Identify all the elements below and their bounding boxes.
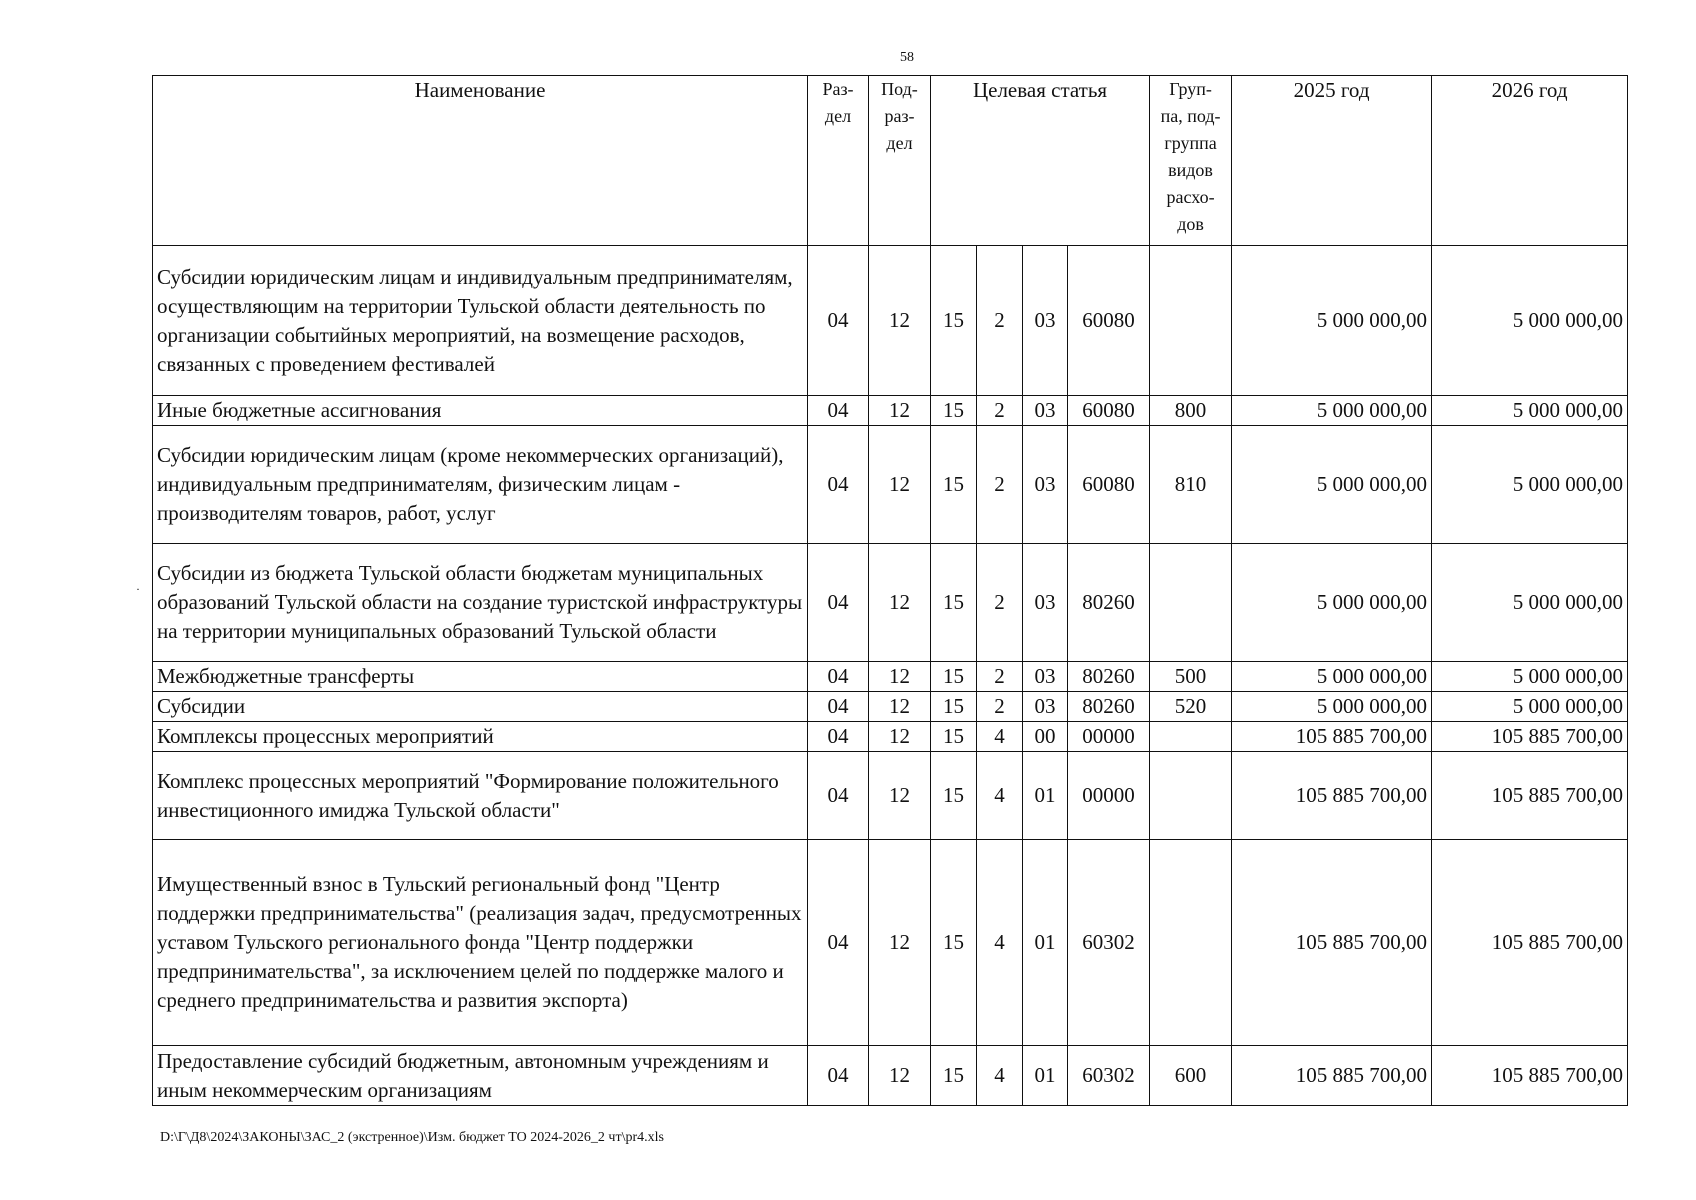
row-amount-2025: 105 885 700,00 — [1232, 1046, 1432, 1106]
row-target-program: 15 — [931, 752, 977, 840]
header-row — [153, 76, 1628, 246]
row-target-direction: 60080 — [1068, 426, 1150, 544]
row-target-type: 2 — [977, 544, 1023, 662]
row-amount-2026: 5 000 000,00 — [1432, 662, 1628, 692]
row-section: 04 — [808, 752, 869, 840]
row-name: Комплексы процессных мероприятий — [153, 722, 808, 752]
row-subsection: 12 — [869, 722, 931, 752]
table-row — [153, 396, 1628, 426]
stray-mark: · — [136, 582, 140, 596]
row-target-element: 03 — [1023, 246, 1068, 396]
row-amount-2026: 5 000 000,00 — [1432, 692, 1628, 722]
row-amount-2025: 5 000 000,00 — [1232, 246, 1432, 396]
row-target-program: 15 — [931, 396, 977, 426]
row-target-element: 03 — [1023, 692, 1068, 722]
row-expense-group — [1150, 840, 1232, 1046]
header-name: Наименование — [153, 76, 808, 246]
row-subsection: 12 — [869, 692, 931, 722]
row-target-element: 00 — [1023, 722, 1068, 752]
row-section: 04 — [808, 662, 869, 692]
row-subsection: 12 — [869, 752, 931, 840]
table-row — [153, 692, 1628, 722]
row-target-element: 03 — [1023, 544, 1068, 662]
row-name: Предоставление субсидий бюджетным, автономным учреждениям и иным некоммерческим организациям — [153, 1046, 808, 1106]
row-subsection: 12 — [869, 662, 931, 692]
table-row — [153, 840, 1628, 1046]
row-target-direction: 60080 — [1068, 396, 1150, 426]
row-amount-2025: 5 000 000,00 — [1232, 426, 1432, 544]
row-section: 04 — [808, 1046, 869, 1106]
row-name: Комплекс процессных мероприятий "Формирование положительного инвестиционного имиджа Тульской области" — [153, 752, 808, 840]
header-expense-group: Груп- па, под- группа видов расхо- дов — [1150, 76, 1232, 246]
budget-table — [152, 75, 1628, 1106]
table-row — [153, 752, 1628, 840]
row-expense-group — [1150, 544, 1232, 662]
table-body — [153, 246, 1628, 1106]
row-target-type: 2 — [977, 662, 1023, 692]
row-target-type: 2 — [977, 246, 1023, 396]
row-target-program: 15 — [931, 692, 977, 722]
table-row — [153, 246, 1628, 396]
row-target-type: 2 — [977, 396, 1023, 426]
row-expense-group: 800 — [1150, 396, 1232, 426]
row-amount-2025: 105 885 700,00 — [1232, 722, 1432, 752]
row-subsection: 12 — [869, 1046, 931, 1106]
row-target-type: 4 — [977, 1046, 1023, 1106]
row-subsection: 12 — [869, 246, 931, 396]
row-expense-group: 810 — [1150, 426, 1232, 544]
header-target-article: Целевая статья — [931, 76, 1150, 246]
row-target-element: 01 — [1023, 752, 1068, 840]
row-target-element: 03 — [1023, 396, 1068, 426]
row-name: Субсидии — [153, 692, 808, 722]
row-amount-2026: 105 885 700,00 — [1432, 840, 1628, 1046]
row-target-program: 15 — [931, 246, 977, 396]
row-target-type: 2 — [977, 692, 1023, 722]
row-section: 04 — [808, 426, 869, 544]
row-target-type: 4 — [977, 752, 1023, 840]
row-expense-group — [1150, 246, 1232, 396]
row-target-element: 01 — [1023, 1046, 1068, 1106]
row-amount-2025: 5 000 000,00 — [1232, 692, 1432, 722]
header-subsection: Под- раз- дел — [869, 76, 931, 246]
page-number: 58 — [900, 50, 914, 65]
row-target-direction: 80260 — [1068, 544, 1150, 662]
row-subsection: 12 — [869, 426, 931, 544]
row-expense-group: 520 — [1150, 692, 1232, 722]
row-target-program: 15 — [931, 722, 977, 752]
row-amount-2026: 5 000 000,00 — [1432, 246, 1628, 396]
row-amount-2025: 5 000 000,00 — [1232, 544, 1432, 662]
row-amount-2025: 5 000 000,00 — [1232, 396, 1432, 426]
header-2026: 2026 год — [1432, 76, 1628, 246]
row-target-type: 4 — [977, 840, 1023, 1046]
row-target-program: 15 — [931, 544, 977, 662]
header-section: Раз- дел — [808, 76, 869, 246]
row-section: 04 — [808, 722, 869, 752]
row-amount-2025: 105 885 700,00 — [1232, 840, 1432, 1046]
table-row — [153, 722, 1628, 752]
row-target-direction: 80260 — [1068, 692, 1150, 722]
row-subsection: 12 — [869, 840, 931, 1046]
row-target-direction: 00000 — [1068, 722, 1150, 752]
row-target-type: 4 — [977, 722, 1023, 752]
row-name: Иные бюджетные ассигнования — [153, 396, 808, 426]
row-target-direction: 00000 — [1068, 752, 1150, 840]
row-target-program: 15 — [931, 1046, 977, 1106]
row-expense-group: 600 — [1150, 1046, 1232, 1106]
row-name: Имущественный взнос в Тульский региональный фонд "Центр поддержки предпринимательства" (реализация задач, предусмотренных уставом Тульского регионального фонда "Центр поддержки предпринимательства", за исключением целей по поддержке малого и среднего предпринимательства и развития экспорта) — [153, 840, 808, 1046]
row-amount-2026: 5 000 000,00 — [1432, 426, 1628, 544]
row-target-program: 15 — [931, 426, 977, 544]
row-target-type: 2 — [977, 426, 1023, 544]
row-target-direction: 60080 — [1068, 246, 1150, 396]
row-amount-2025: 105 885 700,00 — [1232, 752, 1432, 840]
row-section: 04 — [808, 396, 869, 426]
row-section: 04 — [808, 692, 869, 722]
row-section: 04 — [808, 840, 869, 1046]
row-name: Субсидии юридическим лицам (кроме некоммерческих организаций), индивидуальным предпринимателям, физическим лицам - производителям товаров, работ, услуг — [153, 426, 808, 544]
table-row — [153, 426, 1628, 544]
table-row — [153, 662, 1628, 692]
row-name: Межбюджетные трансферты — [153, 662, 808, 692]
header-2025: 2025 год — [1232, 76, 1432, 246]
row-target-program: 15 — [931, 662, 977, 692]
row-section: 04 — [808, 246, 869, 396]
row-subsection: 12 — [869, 544, 931, 662]
row-amount-2026: 5 000 000,00 — [1432, 396, 1628, 426]
row-expense-group — [1150, 722, 1232, 752]
row-target-direction: 60302 — [1068, 1046, 1150, 1106]
row-amount-2026: 5 000 000,00 — [1432, 544, 1628, 662]
row-subsection: 12 — [869, 396, 931, 426]
row-name: Субсидии юридическим лицам и индивидуальным предпринимателям, осуществляющим на территории Тульской области деятельность по организации событийных мероприятий, на возмещение расходов, связанных с проведением фестивалей — [153, 246, 808, 396]
row-target-direction: 80260 — [1068, 662, 1150, 692]
file-path: D:\Г\Д8\2024\ЗАКОНЫ\ЗАС_2 (экстренное)\Изм. бюджет ТО 2024-2026_2 чт\pr4.xls — [160, 1130, 664, 1145]
row-amount-2026: 105 885 700,00 — [1432, 752, 1628, 840]
row-target-element: 03 — [1023, 426, 1068, 544]
row-expense-group — [1150, 752, 1232, 840]
row-name: Субсидии из бюджета Тульской области бюджетам муниципальных образований Тульской области на создание туристской инфраструктуры на территории муниципальных образований Тульской области — [153, 544, 808, 662]
table-row — [153, 1046, 1628, 1106]
row-target-element: 01 — [1023, 840, 1068, 1046]
row-amount-2026: 105 885 700,00 — [1432, 1046, 1628, 1106]
row-amount-2025: 5 000 000,00 — [1232, 662, 1432, 692]
row-target-element: 03 — [1023, 662, 1068, 692]
table-row — [153, 544, 1628, 662]
row-target-program: 15 — [931, 840, 977, 1046]
row-amount-2026: 105 885 700,00 — [1432, 722, 1628, 752]
row-section: 04 — [808, 544, 869, 662]
row-expense-group: 500 — [1150, 662, 1232, 692]
row-target-direction: 60302 — [1068, 840, 1150, 1046]
